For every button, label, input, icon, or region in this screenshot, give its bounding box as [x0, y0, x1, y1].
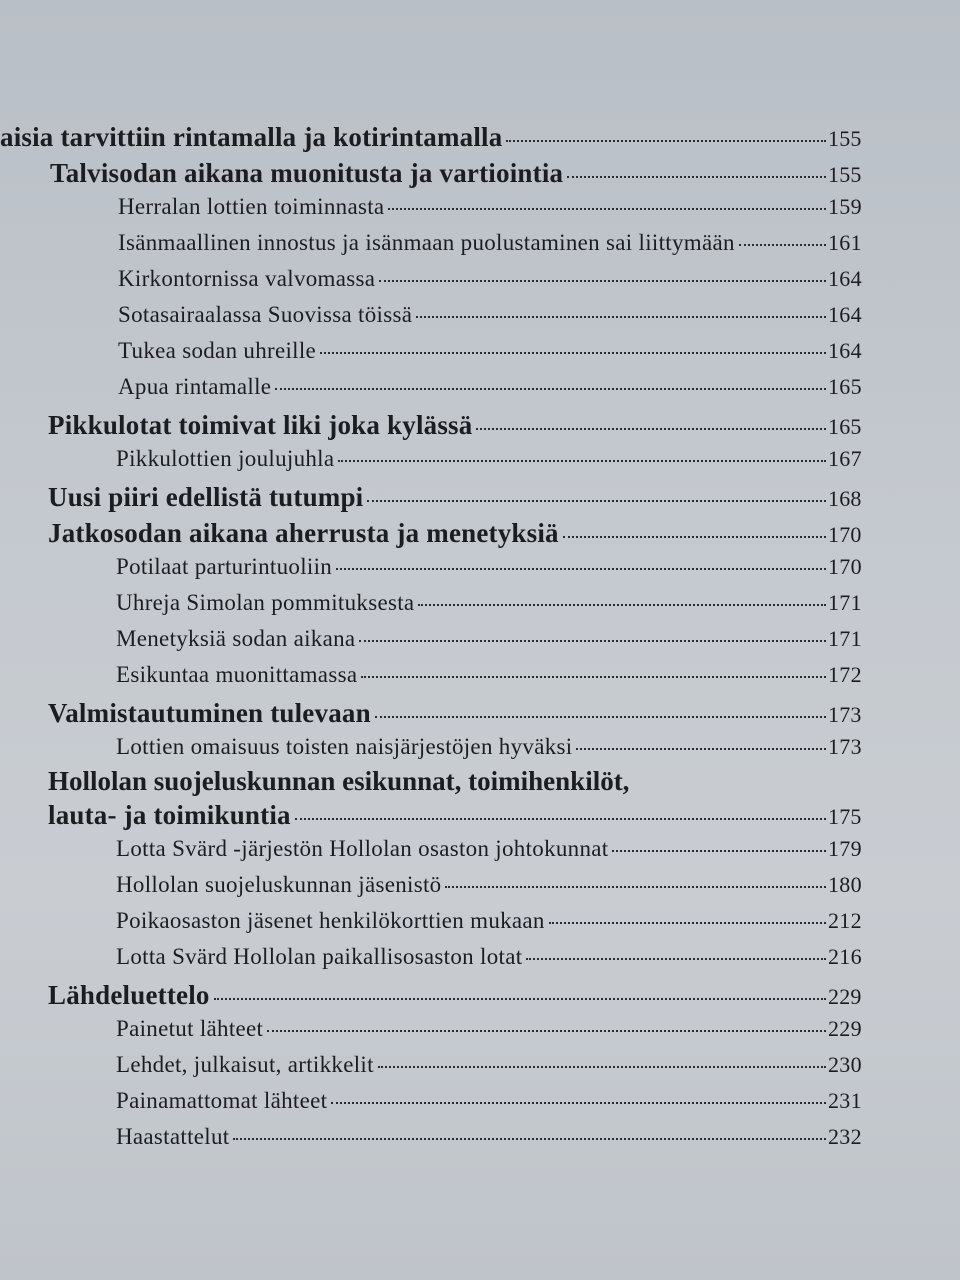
- toc-entry[interactable]: [118, 230, 868, 256]
- toc-entry[interactable]: [116, 872, 868, 898]
- toc-entry[interactable]: [116, 590, 868, 616]
- toc-entry-title: Kirkontornissa valvomassa: [118, 266, 376, 291]
- toc-entry-title: lauta- ja toimikuntia: [48, 800, 291, 830]
- toc-entry-title: Lotta Svärd -järjestön Hollolan osaston johtokunnat: [116, 836, 609, 861]
- dot-leader: [476, 428, 826, 430]
- toc-entry-title: Pikkulotat toimivat liki joka kylässä: [48, 410, 473, 440]
- toc-entry-title: Lähdeluettelo: [48, 980, 210, 1010]
- toc-entry-title: Herralan lottien toiminnasta: [118, 194, 385, 219]
- toc-entry-title: Uhreja Simolan pommituksesta: [116, 590, 415, 615]
- toc-entry[interactable]: [118, 302, 868, 328]
- toc-page-number: 175: [828, 804, 862, 829]
- toc-page-number: 216: [828, 944, 862, 969]
- toc-page-number: 165: [828, 414, 862, 439]
- toc-page-number: 179: [828, 836, 862, 861]
- toc-entry[interactable]: [116, 1124, 868, 1150]
- toc-page-number: 231: [828, 1088, 862, 1113]
- dot-leader: [361, 676, 826, 678]
- toc-page-number: 155: [828, 162, 862, 187]
- toc-page-number: 173: [828, 702, 862, 727]
- dot-leader: [418, 604, 826, 606]
- dot-leader: [576, 748, 826, 750]
- toc-entry[interactable]: [116, 944, 868, 970]
- toc-entry[interactable]: [118, 374, 868, 400]
- dot-leader: [338, 460, 826, 462]
- dot-leader: [563, 536, 826, 538]
- toc-page-number: 165: [828, 374, 862, 399]
- toc-page-number: 171: [828, 626, 862, 651]
- dot-leader: [320, 352, 826, 354]
- toc-entry[interactable]: [116, 1052, 868, 1078]
- toc-entry-title: Poikaosaston jäsenet henkilökorttien mukaan: [116, 908, 545, 933]
- toc-page-number: 229: [828, 984, 862, 1009]
- toc-entry[interactable]: [48, 698, 868, 729]
- toc-page-number: 170: [828, 554, 862, 579]
- toc-page-number: 164: [828, 302, 862, 327]
- toc-entry-title: Painetut lähteet: [116, 1016, 264, 1041]
- toc-entry[interactable]: [116, 1016, 868, 1042]
- toc-entry-title: Valmistautuminen tulevaan: [48, 698, 371, 728]
- toc-entry[interactable]: [116, 554, 868, 580]
- dot-leader: [233, 1138, 826, 1140]
- toc-page-number: 172: [828, 662, 862, 687]
- toc-entry-title: Esikuntaa muonittamassa: [116, 662, 358, 687]
- toc-entry-title: Apua rintamalle: [118, 374, 272, 399]
- dot-leader: [739, 244, 826, 246]
- toc-entry-title: Tukea sodan uhreille: [118, 338, 317, 363]
- toc-entry[interactable]: [116, 908, 868, 934]
- toc-entry[interactable]: [116, 626, 868, 652]
- dot-leader: [388, 208, 826, 210]
- toc-entry-title: Menetyksiä sodan aikana: [116, 626, 356, 651]
- toc-page-number: 168: [828, 486, 862, 511]
- dot-leader: [331, 1102, 826, 1104]
- dot-leader: [275, 388, 826, 390]
- dot-leader: [336, 568, 826, 570]
- toc-entry[interactable]: [118, 194, 868, 220]
- toc-entry[interactable]: [0, 122, 868, 153]
- toc-entry[interactable]: [116, 446, 868, 472]
- dot-leader: [379, 280, 826, 282]
- toc-page-number: 155: [828, 126, 862, 151]
- dot-leader: [612, 850, 826, 852]
- toc-entry-title-line1: Hollolan suojeluskunnan esikunnat, toimihenkilöt,: [48, 766, 630, 796]
- toc-entry-title: Lotta Svärd Hollolan paikallisosaston lotat: [116, 944, 523, 969]
- toc-entry[interactable]: [118, 338, 868, 364]
- toc-page-number: 180: [828, 872, 862, 897]
- toc-entry-title: Potilaat parturintuoliin: [116, 554, 333, 579]
- toc-page-number: 173: [828, 734, 862, 759]
- toc-entry[interactable]: [116, 734, 868, 760]
- dot-leader: [416, 316, 826, 318]
- toc-entry-title: Uusi piiri edellistä tutumpi: [48, 482, 364, 512]
- toc-entry[interactable]: [48, 800, 868, 831]
- toc-page-number: 170: [828, 522, 862, 547]
- toc-entry-title: Jatkosodan aikana aherrusta ja menetyksiä: [48, 518, 559, 548]
- toc-page-number: 212: [828, 908, 862, 933]
- toc-entry[interactable]: [116, 1088, 868, 1114]
- toc-entry-title: Talvisodan aikana muonitusta ja vartiointia: [50, 158, 564, 188]
- toc-entry[interactable]: [48, 410, 868, 441]
- dot-leader: [367, 500, 826, 502]
- toc-entry[interactable]: [118, 266, 868, 292]
- toc-page-number: 171: [828, 590, 862, 615]
- dot-leader: [567, 176, 826, 178]
- toc-entry[interactable]: [48, 482, 868, 513]
- toc-entry-title: Lottien omaisuus toisten naisjärjestöjen hyväksi: [116, 734, 573, 759]
- toc-entry-title: Haastattelut: [116, 1124, 230, 1149]
- toc-entry[interactable]: [50, 158, 868, 189]
- dot-leader: [378, 1066, 826, 1068]
- dot-leader: [549, 922, 826, 924]
- toc-page-number: 167: [828, 446, 862, 471]
- toc-page-number: 164: [828, 338, 862, 363]
- dot-leader: [295, 818, 826, 820]
- dot-leader: [375, 716, 826, 718]
- toc-entry-title: Sotasairaalassa Suovissa töissä: [118, 302, 413, 327]
- dot-leader: [359, 640, 826, 642]
- toc-page-number: 159: [828, 194, 862, 219]
- toc-entry[interactable]: [48, 980, 868, 1011]
- toc-page-number: 229: [828, 1016, 862, 1041]
- toc-page-number: 161: [828, 230, 862, 255]
- toc-entry-title: Painamattomat lähteet: [116, 1088, 328, 1113]
- dot-leader: [526, 958, 826, 960]
- toc-entry-title: Hollolan suojeluskunnan jäsenistö: [116, 872, 442, 897]
- toc-entry-title: Lehdet, julkaisut, artikkelit: [116, 1052, 374, 1077]
- toc-page-number: 164: [828, 266, 862, 291]
- toc-entry[interactable]: [116, 662, 868, 688]
- toc-entry-title: aisia tarvittiin rintamalla ja kotirintamalla: [0, 122, 503, 152]
- toc-entry-title: Pikkulottien joulujuhla: [116, 446, 335, 471]
- toc-entry[interactable]: [48, 518, 868, 549]
- toc-page-number: 232: [828, 1124, 862, 1149]
- dot-leader: [214, 998, 826, 1000]
- toc-entry[interactable]: [116, 836, 868, 862]
- dot-leader: [445, 886, 826, 888]
- dot-leader: [506, 140, 826, 142]
- toc-page-number: 230: [828, 1052, 862, 1077]
- toc-entry-title: Isänmaallinen innostus ja isänmaan puolustaminen sai liittymään: [118, 230, 735, 255]
- dot-leader: [267, 1030, 826, 1032]
